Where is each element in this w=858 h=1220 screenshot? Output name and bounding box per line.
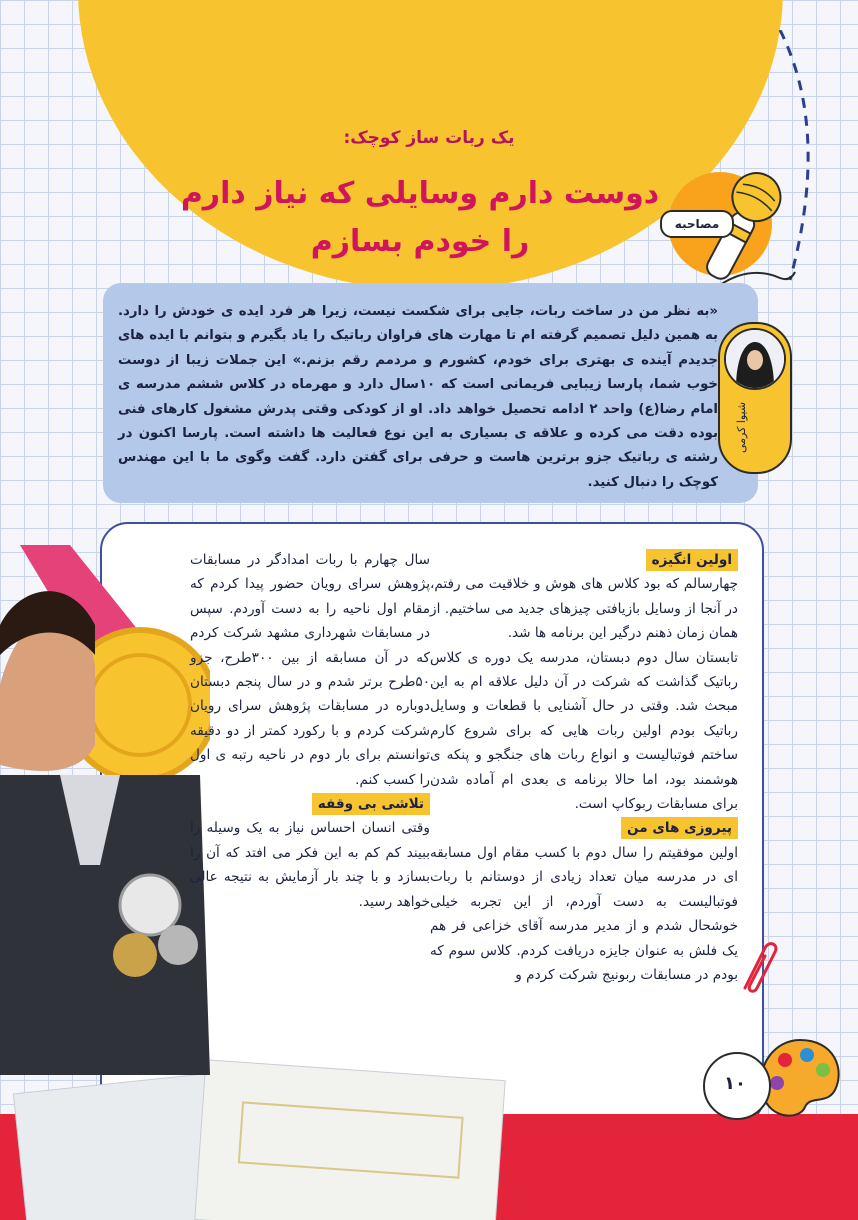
title-line-2: را خودم بسازم: [310, 224, 530, 259]
heading-nonstop-effort: تلاشی بی وقفه: [312, 793, 430, 815]
article-title: [120, 170, 720, 266]
article-column-right: [430, 548, 738, 987]
article-kicker: یک ربات ساز کوچک:: [343, 128, 515, 148]
heading-first-motivation: اولین انگیزه: [646, 549, 738, 571]
article-column-left: [190, 548, 430, 914]
title-line-1: دوست دارم وسایلی که نیاز دارم: [180, 176, 660, 211]
paragraph: اولین موفقیتم را سال دوم با کسب مقام اول مسابقه ای در مدرسه میان تعداد زیادی از دوستانم با ربات فوتبالیست به دست آوردم، از این تجربه خیلی خوشحال شدم و از مدیر مدرسه آقای خزاعی فر هم یک فلش به عنوان جایزه دریافت کردم. کلاس سوم که بودم در مسابقات ربونیج شرکت کردم و: [430, 844, 738, 983]
paragraph: تابستان سال دوم دبستان، مدرسه یک دوره ی کلاس رباتیک گذاشت که شرکت در آن دلیل علاقه ام به این مبحث شد. وقتی در حال آشنایی با قطعات و وسایل رباتیک بودم اولین ربات هایی که برای شروع کارم ساختم فوتبالیست و انواع ربات های جنگجو و پنکه ی هوشمند بود، اما حالا برنامه ی بعدی ام آماده شدن برای مسابقات ربوکاپ است.: [430, 649, 738, 813]
paragraph: چهارسالم که بود کلاس های هوش و خلاقیت می رفتم، در آنجا از وسایل بازیافتی چیزهای جدید می ساختیم. از همان زمان ذهنم درگیر این برنامه ها شد.: [430, 576, 738, 642]
author-portrait-icon: [726, 330, 784, 388]
author-name: شیوا کرمی: [735, 401, 748, 453]
intro-paragraph: «به نظر من در ساخت ربات، جایی برای شکست نیست، زیرا هر فرد ایده ی خودش را دارد. به همین دلیل تصمیم گرفته ام تا مهارت های فراوان رباتیک را یاد بگیرم و بتوانم با ایده های جدیدم آینده ی بهتری برای خودم، کشورم و مردمم رقم بزنم.» این جملات زیبا از دوست خوب شما، پارسا زیبایی فریمانی است که ۱۰سال دارد و مهرماه در کلاس ششم مدرسه ی امام رضا(ع) واحد ۲ ادامه تحصیل خواهد داد. او از کودکی وقتی پدرش مشغول کارهای فنی بوده دقت می کرده و علاقه ی بسیاری به این نوع فعالیت ها داشته است. پارسا اکنون در رشته ی رباتیک جزو برترین هاست و حرفی برای گفتن دارد. گفت وگوی ما با این مهندس کوچک را دنبال کنید.: [118, 304, 718, 490]
paragraph: وقتی انسان احساس نیاز به یک وسیله را ببیند کم کم به این فکر می افتد که آن را بسازد و با چند بار آزمایش به نتیجه عالی خواهد رسید.: [190, 820, 430, 910]
section-tag-interview: مصاحبه: [660, 210, 734, 238]
heading-my-victories: پیروزی های من: [621, 817, 738, 839]
student-photo: [0, 545, 210, 1075]
page-number: ۱۰: [724, 1073, 746, 1094]
paragraph: سال چهارم با ربات امدادگر در مسابقات پژوهش سرای رویان حضور پیدا کردم که مقام اول ناحیه را به دست آوردم. سپس در مسابقات شهرداری مشهد شرکت کردم که در آن مسابقه از بین ۳۰۰طرح، جزو ۵۰طرح برتر شدم و در سال پنجم دبستان دوباره در مسابقات پژوهش سرای رویان شرکت کردم و با رکورد کمتر از دو دقیقه توانستم برای بار دوم در ناحیه رتبه ی اول را کسب کنم.: [190, 552, 430, 788]
paperclip-icon: [735, 938, 781, 998]
author-photo: [724, 328, 786, 390]
